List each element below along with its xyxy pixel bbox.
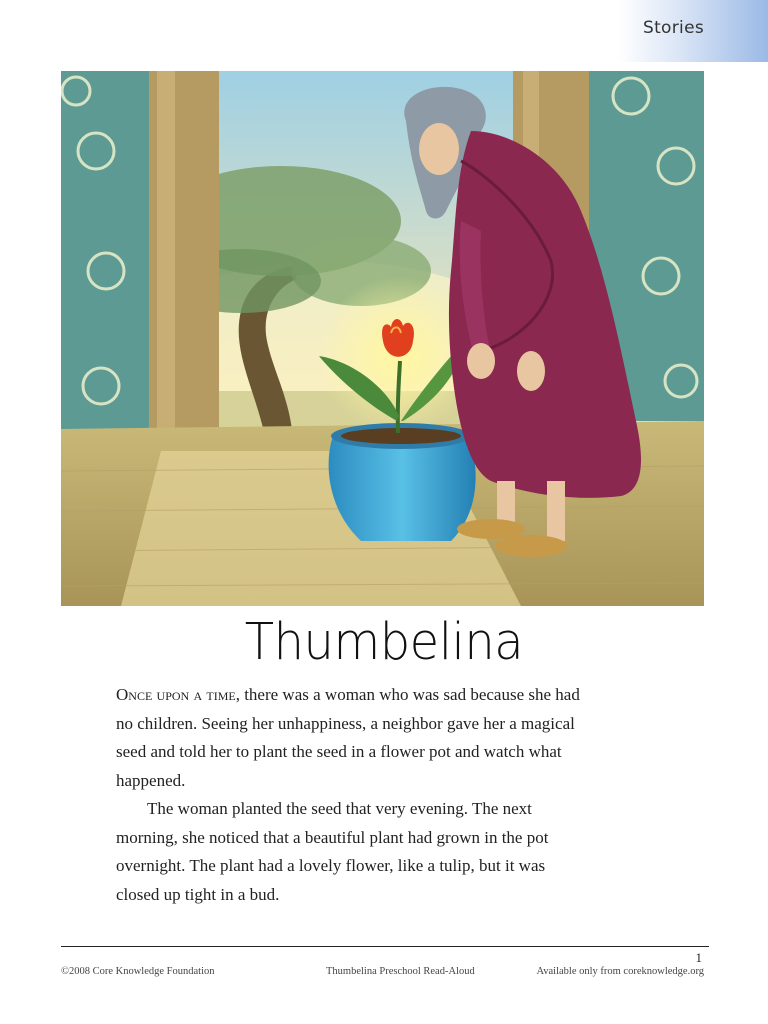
footer-copyright: ©2008 Core Knowledge Foundation	[61, 966, 215, 977]
tulip-woman-illustration	[61, 71, 704, 606]
section-tab	[618, 0, 768, 62]
story-paragraph-2: The woman planted the seed that very evening. The next morning, she noticed that a beautiful plant had grown in the pot overnight. The plant had a lovely flower, like a tulip, but it was closed up tight in a bud.	[116, 799, 549, 904]
story-body	[116, 681, 586, 909]
footer-source: Available only from coreknowledge.org	[536, 966, 704, 977]
story-paragraph-1-text: , there was a woman who was sad because she had no children. Seeing her unhappiness, a neighbor gave her a magical seed and told her to plant the seed in a flower pot and watch what happened.	[116, 685, 580, 790]
section-tab-label: Stories	[643, 18, 704, 38]
story-title: Thumbelina	[244, 612, 524, 672]
story-lead-in: Once upon a time	[116, 685, 236, 704]
footer-title: Thumbelina Preschool Read-Aloud	[326, 966, 475, 977]
page-number: 1	[695, 950, 702, 965]
story-paragraph-1	[116, 681, 586, 795]
footer-divider	[61, 946, 709, 947]
story-illustration	[61, 71, 704, 606]
